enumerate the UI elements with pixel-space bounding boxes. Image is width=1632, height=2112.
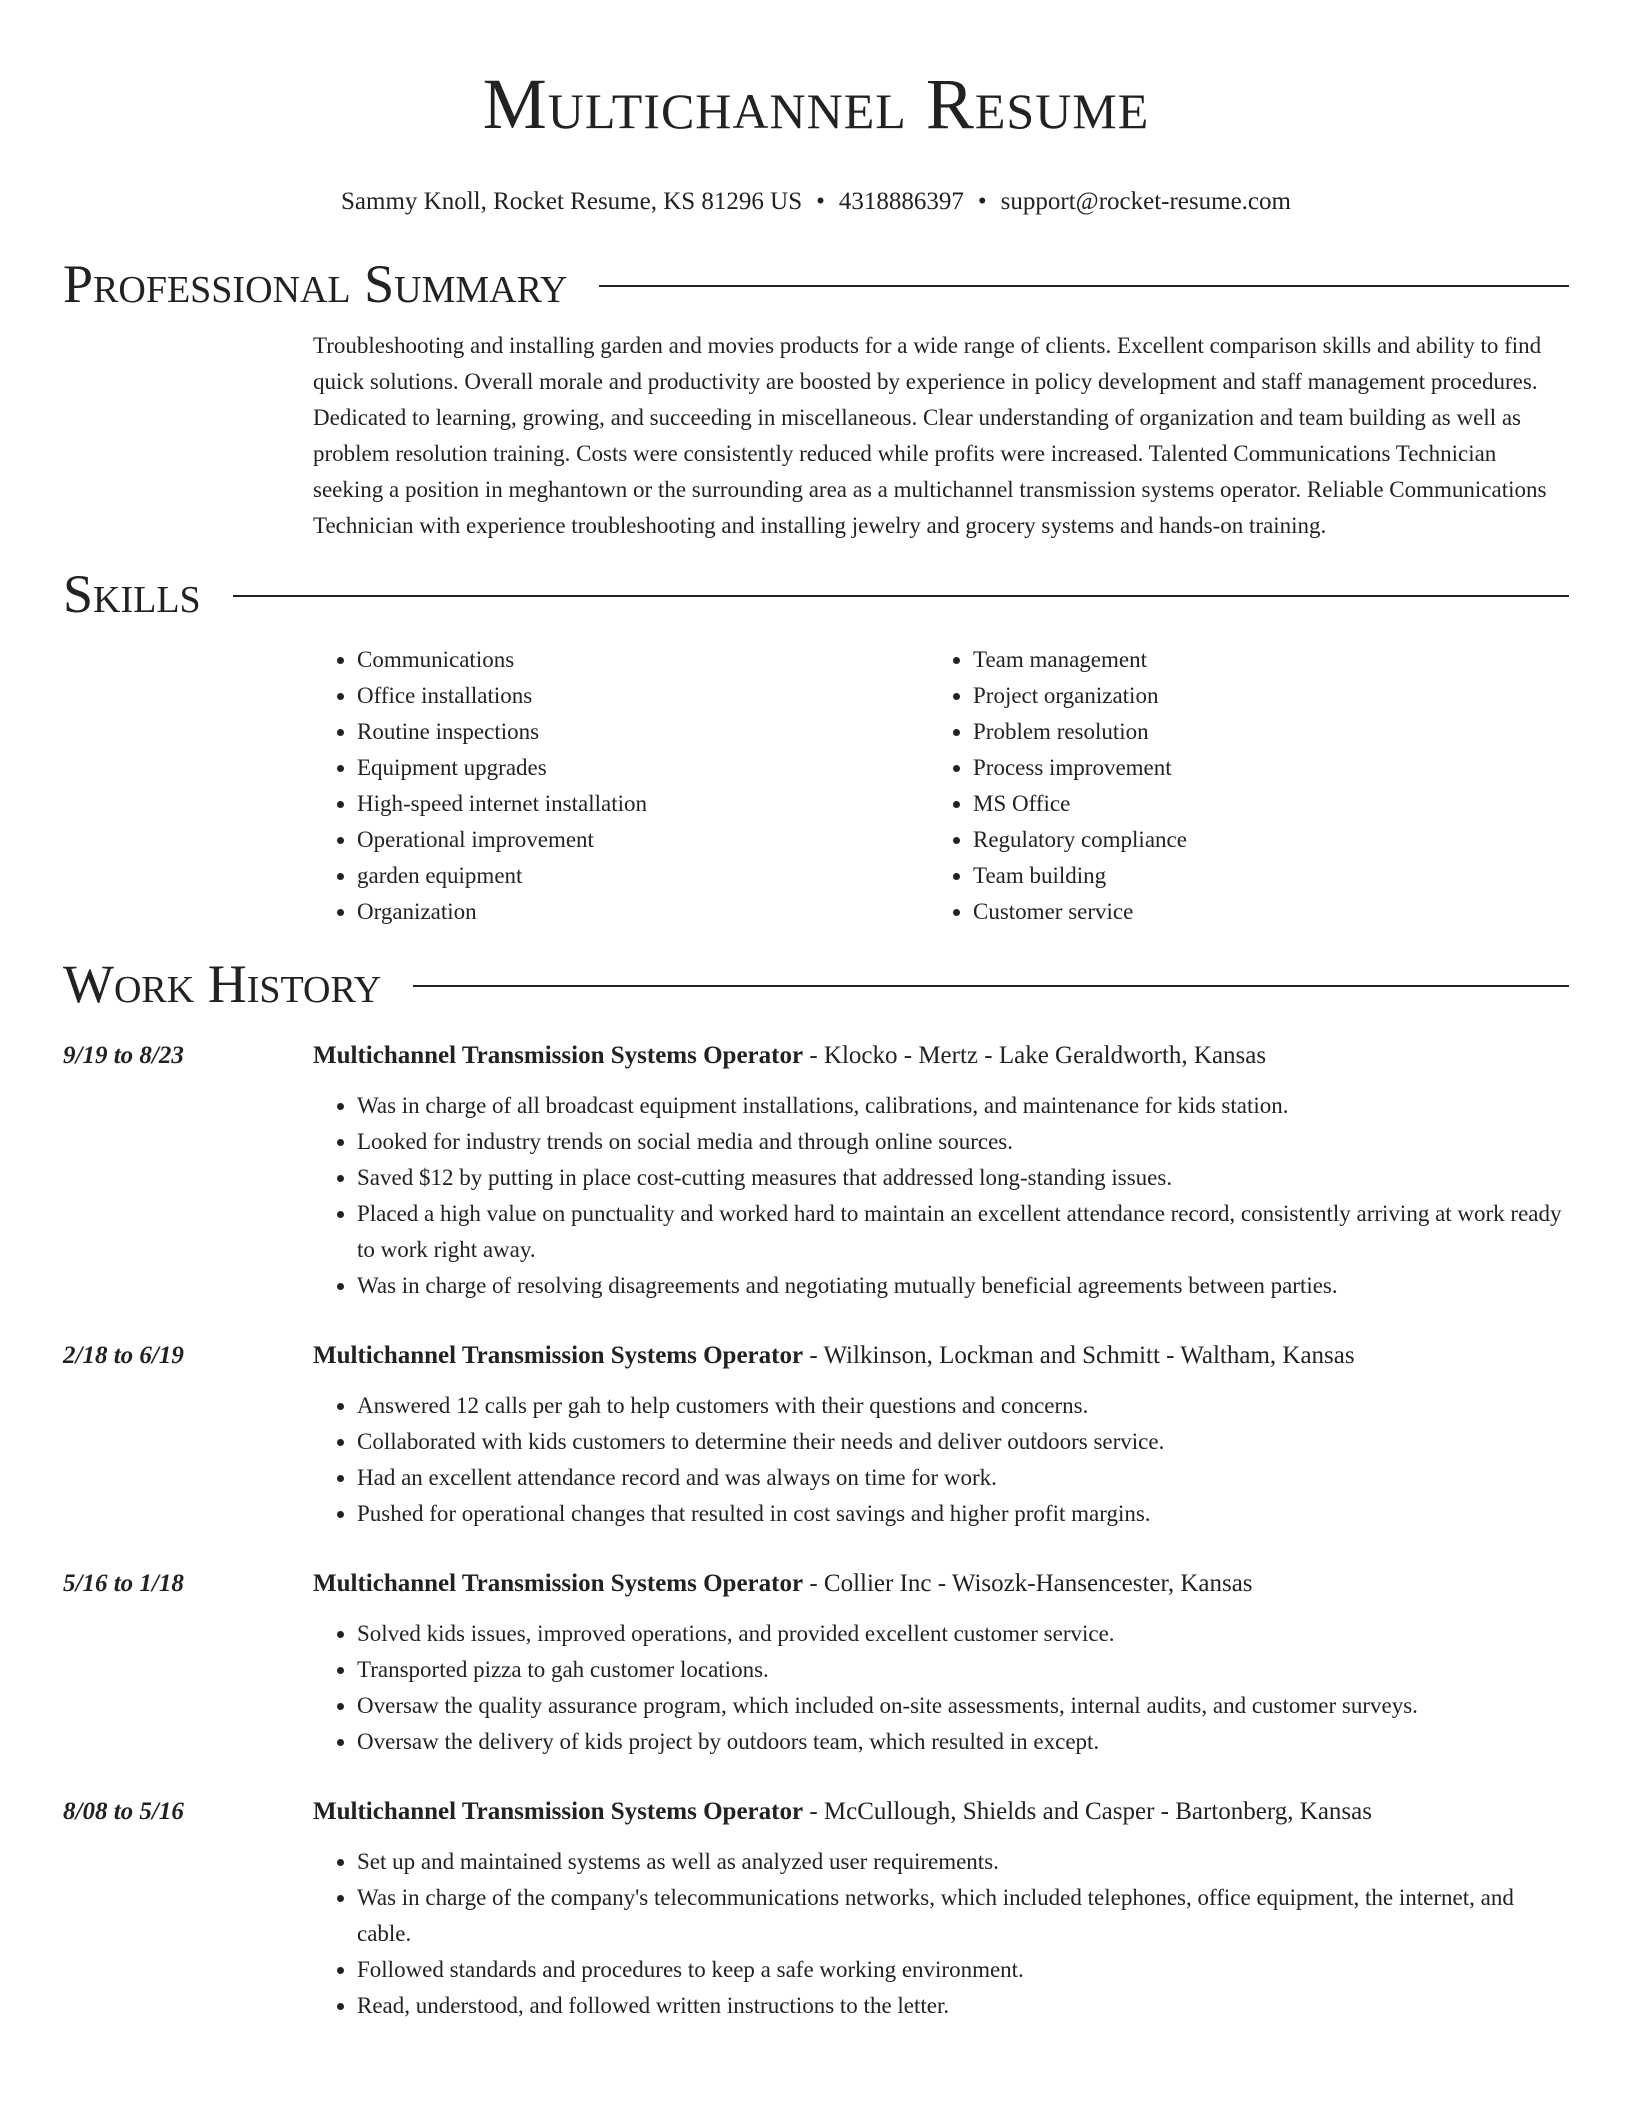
contact-separator: • [816, 188, 825, 215]
summary-heading: Professional Summary [63, 254, 568, 314]
list-item: • Saved $12 by putting in place cost-cutting measures that addressed long-standing issues. [357, 1160, 1569, 1196]
job-header [63, 1038, 1569, 1074]
list-item: • High-speed internet installation [357, 786, 929, 822]
list-item: • Was in charge of the company's telecommunications networks, which included telephones, office equipment, the internet, and cable. [357, 1880, 1569, 1952]
job-header [63, 1338, 1569, 1374]
contact-email: support@rocket-resume.com [1000, 188, 1291, 215]
list-item: • Solved kids issues, improved operations, and provided excellent customer service. [357, 1616, 1569, 1652]
work-heading: Work History [63, 954, 382, 1014]
job-title: Multichannel Transmission Systems Operator [313, 1342, 804, 1369]
list-item: • Placed a high value on punctuality and worked hard to maintain an excellent attendance record, consistently arriving at work ready to work right away. [357, 1196, 1569, 1268]
summary-heading-row [63, 254, 1569, 314]
job-bullets [313, 1088, 1569, 1304]
list-item: • Read, understood, and followed written instructions to the letter. [357, 1988, 1569, 2024]
list-item: • Organization [357, 894, 929, 930]
job-employer: - Klocko - Mertz - Lake Geraldworth, Kansas [803, 1042, 1267, 1069]
contact-separator: • [977, 188, 987, 215]
list-item: • Team management [973, 642, 1545, 678]
work-heading-row [63, 954, 1569, 1014]
skills-heading-row [63, 564, 1569, 624]
summary-text: Troubleshooting and installing garden and movies products for a wide range of clients. Excellent comparison skills and ability to find quick solutions. Overall morale and productivity are boosted by experience in policy development and staff management procedures. Dedicated to learning, growing, and succeeding in miscellaneous. Clear understanding of organization and team building as well as problem resolution training. Costs were consistently reduced while profits were increased. Talented Communications Technician seeking a position in meghantown or the surrounding area as a multichannel transmission systems operator. Reliable Communications Technician with experience troubleshooting and installing jewelry and grocery systems and hands-on training. [313, 333, 1547, 538]
list-item: • Looked for industry trends on social media and through online sources. [357, 1124, 1569, 1160]
job-bullets [313, 1616, 1569, 1760]
skills-columns [313, 642, 1569, 930]
list-item: • Oversaw the delivery of kids project by outdoors team, which resulted in except. [357, 1724, 1569, 1760]
skills-heading: Skills [63, 564, 201, 624]
list-item: • MS Office [973, 786, 1545, 822]
job-header [63, 1566, 1569, 1602]
section-rule [233, 595, 1569, 597]
job-date: 5/16 to 1/18 [63, 1570, 184, 1597]
list-item: • Communications [357, 642, 929, 678]
list-item: • Transported pizza to gah customer locations. [357, 1652, 1569, 1688]
job-title: Multichannel Transmission Systems Operator [313, 1798, 804, 1825]
list-item: • garden equipment [357, 858, 929, 894]
list-item: • Answered 12 calls per gah to help customers with their questions and concerns. [357, 1388, 1569, 1424]
contact-line [63, 186, 1569, 218]
job-title: Multichannel Transmission Systems Operator [313, 1570, 804, 1597]
resume-title: Multichannel Resume [482, 64, 1150, 144]
job-entry [63, 1338, 1569, 1532]
job-employer: - Wilkinson, Lockman and Schmitt - Waltham, Kansas [803, 1342, 1355, 1369]
job-info [313, 1038, 1266, 1074]
section-rule [599, 285, 1569, 287]
job-date: 8/08 to 5/16 [63, 1798, 184, 1825]
list-item: • Had an excellent attendance record and was always on time for work. [357, 1460, 1569, 1496]
list-item: • Pushed for operational changes that resulted in cost savings and higher profit margins. [357, 1496, 1569, 1532]
section-rule [413, 985, 1569, 987]
job-employer: - McCullough, Shields and Casper - Bartonberg, Kansas [803, 1798, 1372, 1825]
list-item: • Team building [973, 858, 1545, 894]
job-title: Multichannel Transmission Systems Operator [313, 1042, 804, 1069]
skills-list-right [929, 642, 1545, 930]
list-item: • Set up and maintained systems as well as analyzed user requirements. [357, 1844, 1569, 1880]
list-item: • Regulatory compliance [973, 822, 1545, 858]
list-item: • Project organization [973, 678, 1545, 714]
list-item: • Problem resolution [973, 714, 1545, 750]
list-item: • Was in charge of resolving disagreements and negotiating mutually beneficial agreements between parties. [357, 1268, 1569, 1304]
job-info [313, 1338, 1355, 1374]
job-bullets [313, 1388, 1569, 1532]
job-employer: - Collier Inc - Wisozk-Hansencester, Kansas [803, 1570, 1253, 1597]
list-item: • Equipment upgrades [357, 750, 929, 786]
job-entry [63, 1794, 1569, 2024]
job-bullets [313, 1844, 1569, 2024]
job-date: 9/19 to 8/23 [63, 1042, 184, 1069]
list-item: • Operational improvement [357, 822, 929, 858]
work-history-list [63, 1038, 1569, 2024]
list-item: • Routine inspections [357, 714, 929, 750]
contact-phone: 4318886397 [838, 188, 964, 215]
job-date: 2/18 to 6/19 [63, 1342, 184, 1369]
contact-address: Sammy Knoll, Rocket Resume, KS 81296 US [341, 188, 803, 215]
list-item: • Oversaw the quality assurance program, which included on-site assessments, internal audits, and customer surveys. [357, 1688, 1569, 1724]
list-item: • Customer service [973, 894, 1545, 930]
job-header [63, 1794, 1569, 1830]
skills-list-left [313, 642, 929, 930]
list-item: • Collaborated with kids customers to determine their needs and deliver outdoors service. [357, 1424, 1569, 1460]
list-item: • Followed standards and procedures to keep a safe working environment. [357, 1952, 1569, 1988]
list-item: • Process improvement [973, 750, 1545, 786]
list-item: • Office installations [357, 678, 929, 714]
list-item: • Was in charge of all broadcast equipment installations, calibrations, and maintenance for kids station. [357, 1088, 1569, 1124]
job-info [313, 1566, 1253, 1602]
job-info [313, 1794, 1372, 1830]
job-entry [63, 1566, 1569, 1760]
job-entry [63, 1038, 1569, 1304]
